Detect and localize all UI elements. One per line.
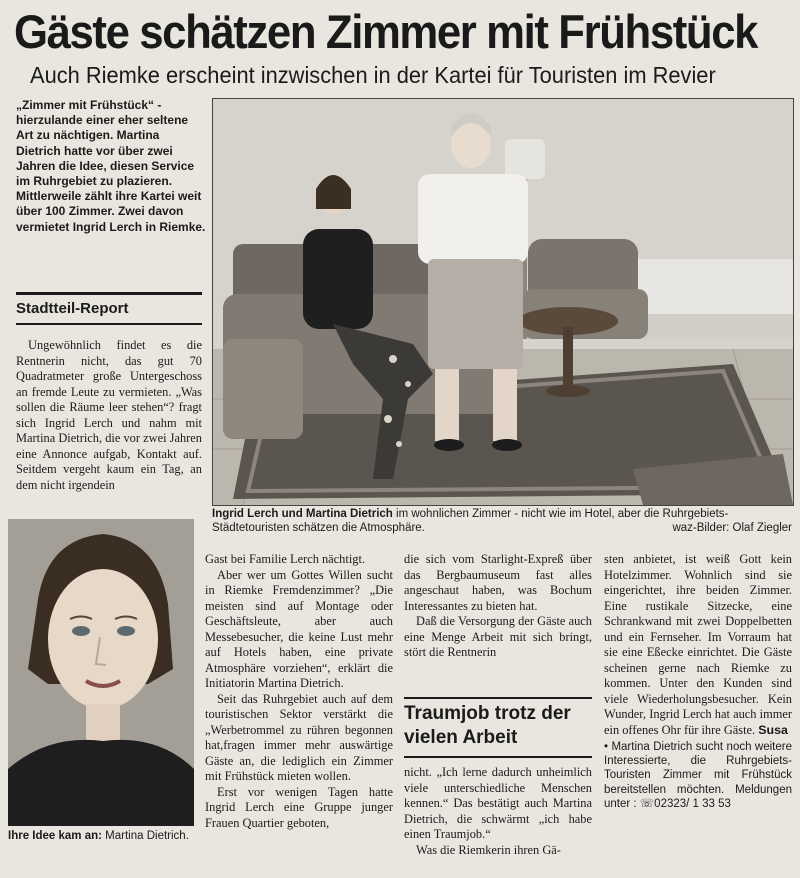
portrait-photo <box>8 519 194 826</box>
section-rule-bottom <box>16 323 202 325</box>
paragraph: Seit das Ruhrgebiet auch auf dem touristischen Sektor verstärkt die „Werbetrommel zu rühren begonnen hat,fragen immer mehr auswärtige Gäste an, die lediglich ein Zimmer mit Frühstück mieten wollen. <box>205 691 393 783</box>
subheading-rule-bottom <box>404 756 592 758</box>
living-room-photo-illustration <box>213 99 793 505</box>
paragraph-text: sten anbietet, ist weiß Gott kein Hotelzimmer. Wohnlich sind sie eingerichtet, ihre beiden Zimmer. Eine rustikale Sitzecke, eine Schrankwand mit zwei Doppelbetten und ein Fernseher. Im Vorraum hat sie eine Eßecke einrichtet. Die Gäste scheinen gerne nach Riemke zu kommen. Unter den Kunden sind viele Wiederholungsbesucher. Kein Wunder, Ingrid Lerch hat auch immer ein offenes Ohr für ihre Gäste. <box>604 552 792 737</box>
portrait-illustration <box>8 519 194 826</box>
paragraph: Ungewöhnlich findet es die Rentnerin nicht, das gut 70 Quadratmeter große Untergeschoss an fremde Leute zu vermieten. „Was sollen die Räume leer stehen“? fragt sich Ingrid Lerch und nahm mit Martina Dietrich, die vor zwei Jahren eine Annonce aufgab, Kontakt auf. Seitdem vergeht kaum ein Tag, an dem nicht irgendein <box>16 338 202 492</box>
body-column-3 <box>404 552 592 661</box>
article-headline: Gäste schätzen Zimmer mit Frühstück <box>14 5 758 58</box>
caption-text: im wohnlichen Zimmer - nicht wie im Hotel, aber die Ruhrgebiets-Städtetouristen schätzen die Atmosphäre. <box>212 508 729 534</box>
subheading: Traumjob trotz der vielen Arbeit <box>404 703 571 748</box>
section-label: Stadtteil-Report <box>16 300 129 317</box>
section-rule-top <box>16 292 202 295</box>
paragraph: Daß die Versorgung der Gäste auch eine Menge Arbeit mit sich bringt, stört die Rentnerin <box>404 614 592 659</box>
author-signature: Susa <box>758 722 788 737</box>
paragraph: die sich vom Starlight-Expreß über das Bergbaumuseum fast alles angeschaut haben, was Bochum Interessantes zu bieten hat. <box>404 552 592 613</box>
article-subheadline: Auch Riemke erscheint inzwischen in der Kartei für Touristen im Revier <box>30 62 716 88</box>
body-column-1 <box>16 338 202 493</box>
main-photo <box>212 98 794 506</box>
portrait-caption-name: Martina Dietrich. <box>105 830 189 842</box>
paragraph: Was die Riemkerin ihren Gä- <box>416 842 561 857</box>
photo-credit: waz-Bilder: Olaf Ziegler <box>672 522 792 534</box>
paragraph: Aber wer um Gottes Willen sucht in Riemke Fremdenzimmer? „Die meisten sind auf Montage oder Geschäftsleute, aber auch Messebesucher, die keine Lust mehr auf Hotels haben, eine private Atmosphäre vorziehen“, erklärt die Initiatorin Martina Dietrich. <box>205 567 393 690</box>
paragraph: Gast bei Familie Lerch nächtigt. <box>205 552 365 566</box>
paragraph: Erst vor wenigen Tagen hatte Ingrid Lerch eine Gruppe junger Frauen Quartier geboten, <box>205 784 393 830</box>
portrait-caption <box>8 829 194 861</box>
contact-note: • Martina Dietrich sucht noch weitere Interessierte, die Ruhrgebiets-Touristen Zimmer mit Frühstück bereitstellen möchten. Meldungen unter : ☏02323/ 1 33 53 <box>604 741 792 810</box>
article-intro: „Zimmer mit Frühstück“ - hierzulande einer eher seltene Art zu nächtigen. Martina Dietrich hatte vor über zwei Jahren die Idee, diesen Service im Ruhrgebiet zu plazieren. Mittlerweile zählt ihre Kartei weit über 100 Zimmer. Zwei davon vermietet Ingrid Lerch in Riemke. <box>16 98 206 234</box>
paragraph: nicht. „Ich lerne dadurch unheimlich viele unterschiedliche Menschen kennen.“ Das bestätigt auch Martina Dietrich, die schwärmt „ich habe einen Traumjob.“ <box>404 765 592 841</box>
subheading-rule-top <box>404 697 592 699</box>
paragraph <box>604 552 792 738</box>
body-column-3-continued <box>404 765 592 858</box>
main-photo-caption <box>212 507 792 537</box>
body-column-2 <box>205 552 393 831</box>
body-column-4 <box>604 552 792 811</box>
caption-names: Ingrid Lerch und Martina Dietrich <box>212 508 393 520</box>
portrait-caption-lead: Ihre Idee kam an: <box>8 830 102 842</box>
